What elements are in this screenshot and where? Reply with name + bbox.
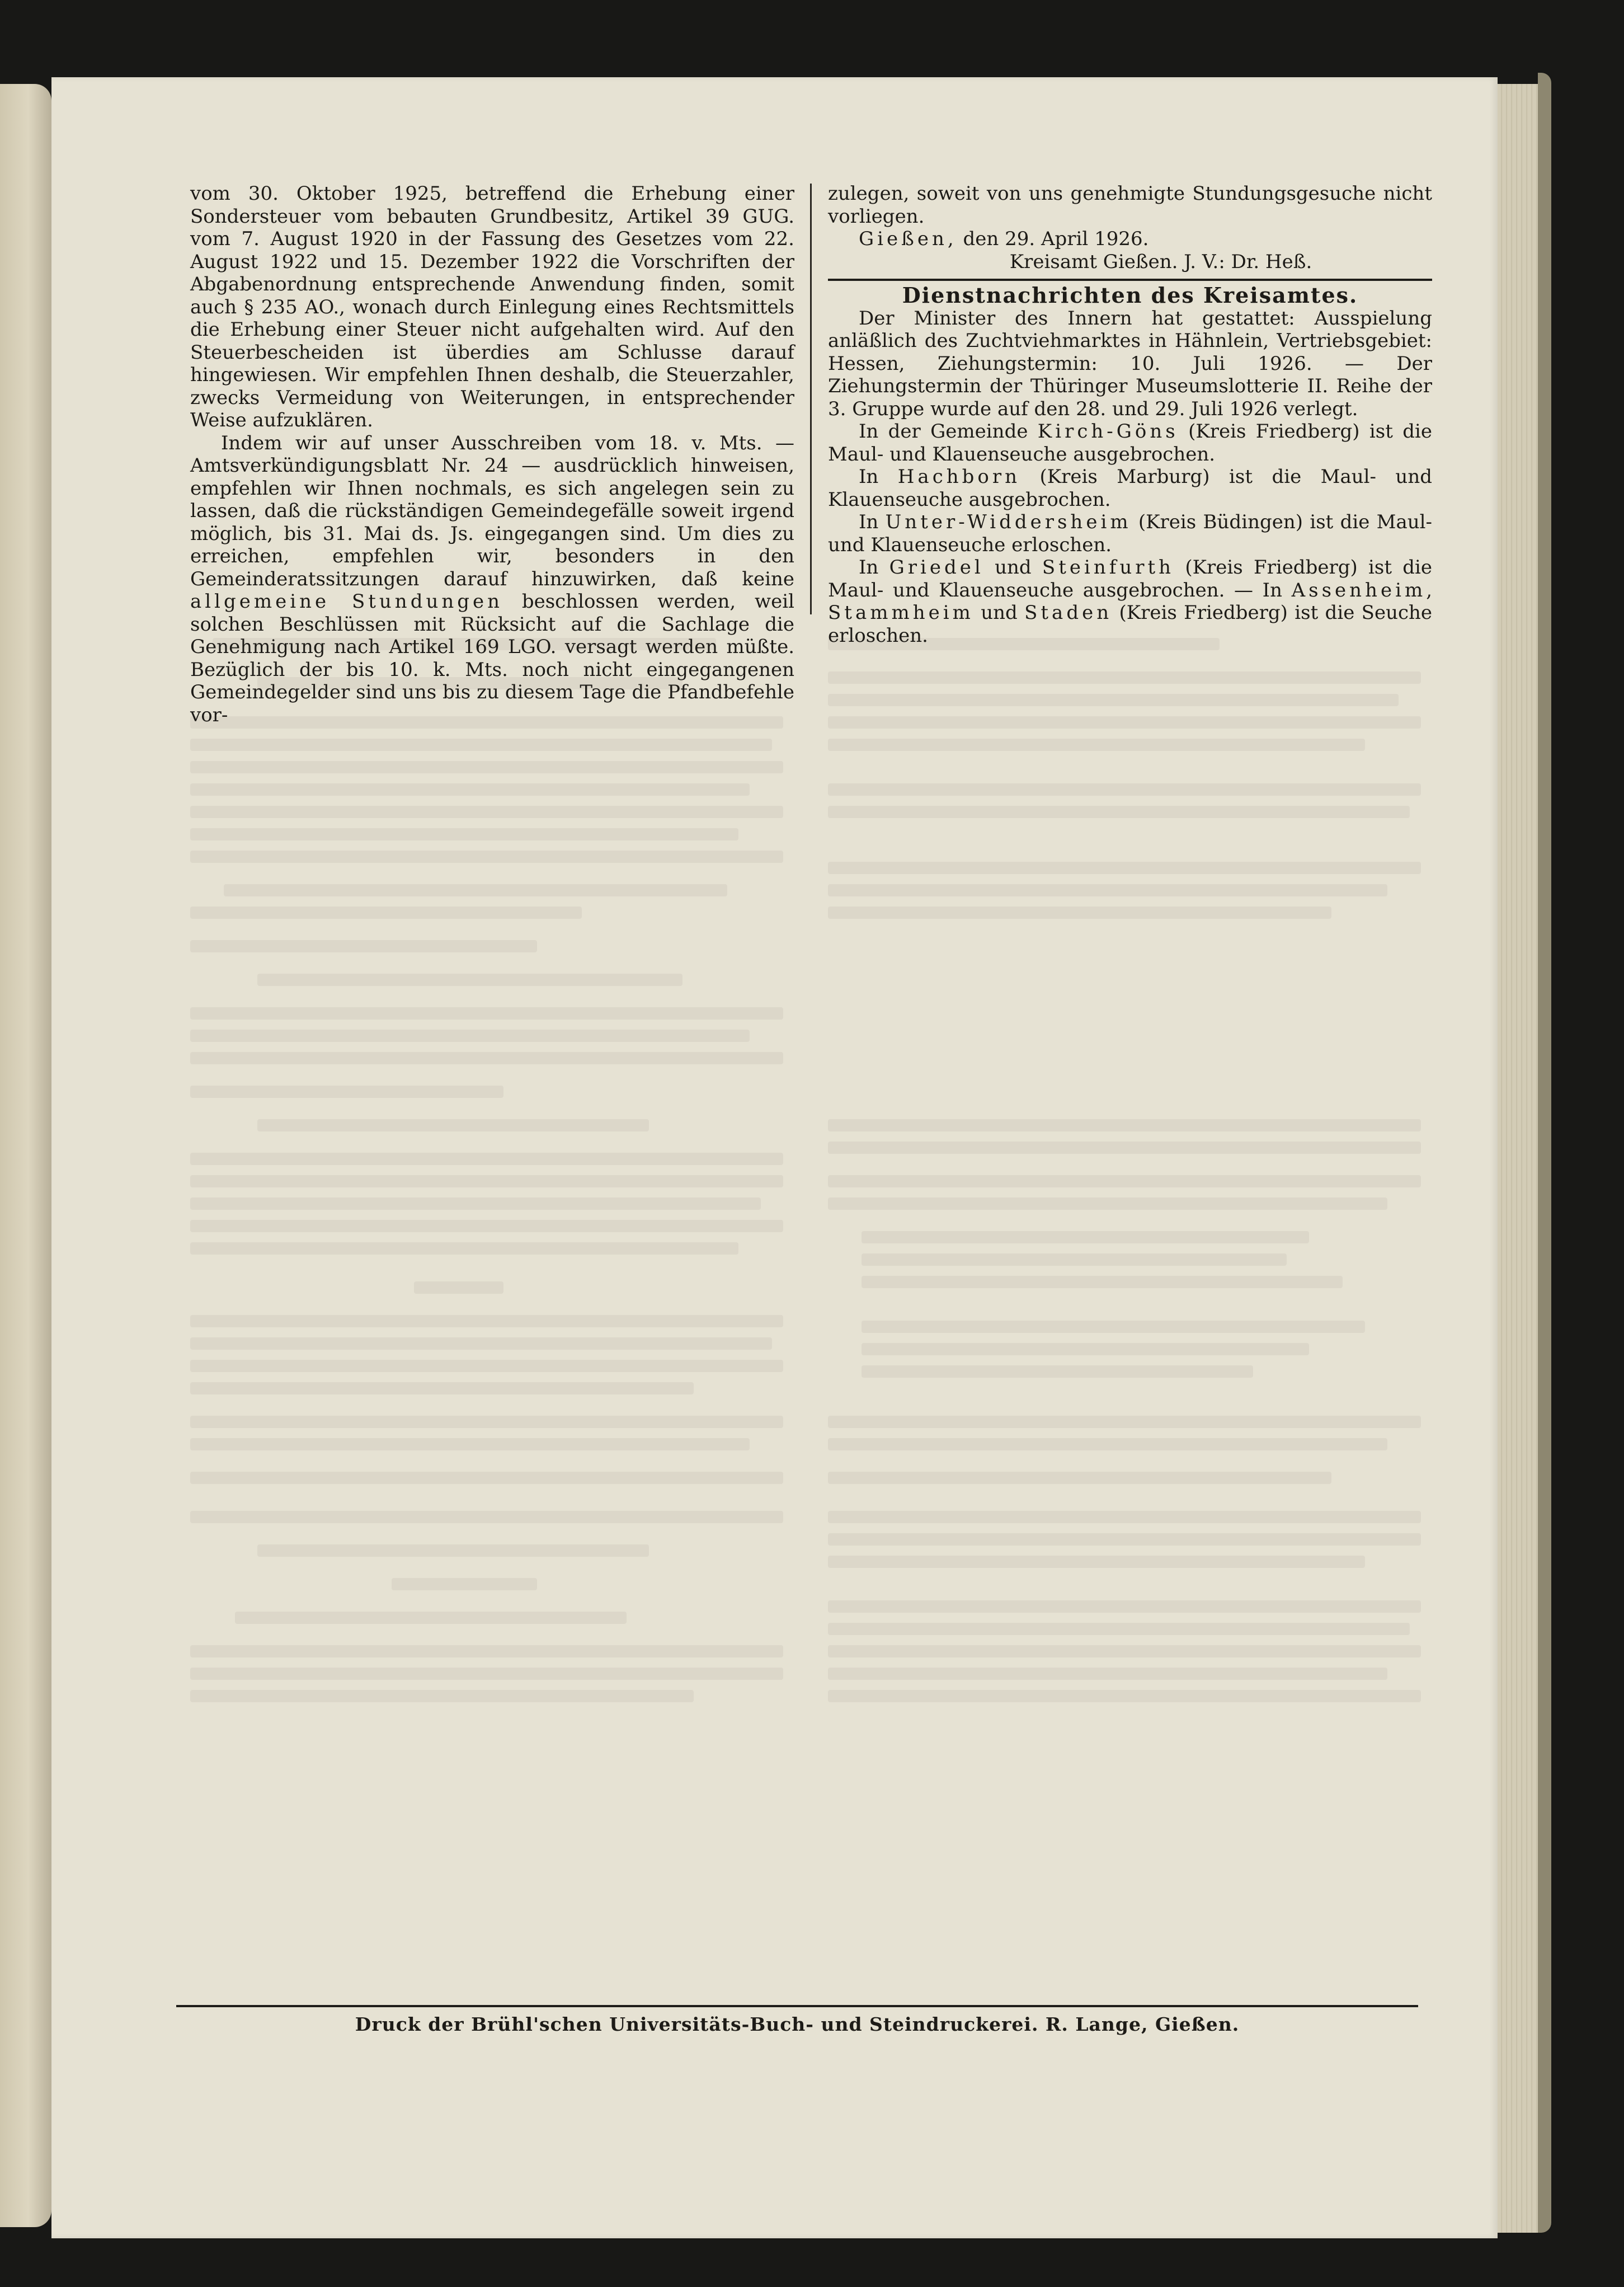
notice-text: (Kreis Friedberg) ist die Maul- und Klauenseuche ausgebrochen. xyxy=(828,420,1432,466)
left-column xyxy=(190,182,794,726)
column-divider xyxy=(810,184,812,614)
place-hachborn: Hachborn xyxy=(897,466,1021,488)
footer-rule xyxy=(176,2005,1418,2007)
spaced-emphasis: allgemeine Stundungen xyxy=(190,590,503,613)
left-page-edge xyxy=(0,84,51,2227)
paragraph-stundungen-part2: beschlossen werden, weil solchen Beschlüssen mit Rücksicht auf die Sachlage die Genehmigung nach Artikel 169 LGO. versagt werden müßte. Bezüglich der bis 10. k. Mts. noch nicht eingegangenen Gemeindegelder sind uns bis zu diesem Tage die Pfandbefehle vor- xyxy=(190,590,794,726)
place-kirch-goens: Kirch-Göns xyxy=(1037,420,1179,443)
notice-text: In xyxy=(859,511,879,533)
section-heading: Dienstnachrichten des Kreisamtes. xyxy=(902,283,1358,308)
notice-text: In xyxy=(859,556,879,579)
place-assenheim: Assenheim xyxy=(1291,579,1427,602)
notice-text: und xyxy=(995,556,1032,579)
date-text: den 29. April 1926. xyxy=(963,228,1149,250)
notice-unter-widdersheim xyxy=(828,511,1432,556)
notice-text: (Kreis Friedberg) ist die Maul- und Klauenseuche ausgebrochen. — In xyxy=(828,556,1433,602)
section-rule xyxy=(828,279,1432,281)
bleed-through-text xyxy=(190,616,1432,1987)
page-stack-edges xyxy=(1498,84,1538,2233)
notice-text: und xyxy=(981,602,1018,624)
notice-griedel-steinfurth: In Griedel und Steinfurth (Kreis Friedberg) ist die Maul- und Klauenseuche ausgebrochen. — In Assenheim, Stammheim und Staden (Kreis Friedberg) ist die Seuche erloschen. xyxy=(828,556,1433,647)
paragraph-sondersteuer: vom 30. Oktober 1925, betreffend die Erhebung einer Sondersteuer vom bebauten Grundbesitz, Artikel 39 GUG. vom 7. August 1920 in der Fassung des Gesetzes vom 22. August 1922 und 15. Dezember 1922 die Vorschriften der Abgabenordnung entsprechende Anwendung finden, somit auch § 235 AO., wonach durch Einlegung eines Rechtsmittels die Erhebung einer Steuer nicht aufgehalten wird. Auf den Steuerbescheiden ist überdies am Schlusse darauf hingewiesen. Wir empfehlen Ihnen deshalb, die Steuerzahler, zwecks Vermeidung von Weiterungen, in entsprechender Weise aufzuklären. xyxy=(190,182,794,431)
place-stammheim: Stammheim xyxy=(828,602,974,624)
notice-hachborn xyxy=(828,466,1432,511)
continuation-text: zulegen, soweit von uns genehmigte Stundungsgesuche nicht vorliegen. xyxy=(828,182,1432,228)
place-name: Gießen, xyxy=(859,228,957,250)
notice-text: (Kreis Friedberg) ist die Seuche erloschen. xyxy=(828,602,1433,647)
paragraph-stundungen-part1: Indem wir auf unser Ausschreiben vom 18. v. Mts. — Amtsverkündigungsblatt Nr. 24 — ausdrücklich hinweisen, empfehlen wir Ihnen nochmals, es sich angelegen sein zu lassen, daß die rückständigen Gemeindegefälle soweit irgend möglich, bis 31. Mai ds. Js. eingegangen sind. Um dies zu erreichen, empfehlen wir, besonders in den Gemeinderatssitzungen darauf hinzuwirken, daß keine xyxy=(190,431,794,590)
notice-kirch-goens xyxy=(828,420,1432,466)
place-staden: Staden xyxy=(1024,602,1113,624)
place-unter-widdersheim: Unter-Widdersheim xyxy=(885,511,1132,533)
printer-imprint: Druck der Brühl'schen Universitäts-Buch- und Steindruckerei. R. Lange, Gießen. xyxy=(355,2013,1240,2035)
notice-text: In der Gemeinde xyxy=(859,420,1028,443)
place-griedel: Griedel xyxy=(889,556,984,579)
book-binding xyxy=(1538,73,1551,2233)
place-steinfurth: Steinfurth xyxy=(1042,556,1175,579)
notice-text: (Kreis Büdingen) ist die Maul- und Klauenseuche erloschen. xyxy=(828,511,1433,556)
paragraph-stundungen xyxy=(190,432,794,727)
date-line xyxy=(828,228,1432,251)
right-column xyxy=(828,182,1432,647)
notice-text: In xyxy=(859,466,879,488)
signature-line: Kreisamt Gießen. J. V.: Dr. Heß. xyxy=(1009,250,1312,273)
notice-lottery: Der Minister des Innern hat gestattet: Ausspielung anläßlich des Zuchtviehmarktes in Hähnlein, Vertriebsgebiet: Hessen, Ziehungstermin: 10. Juli 1926. — Der Ziehungstermin der Thüringer Museumslotterie II. Reihe der 3. Gruppe wurde auf den 28. und 29. Juli 1926 verlegt. xyxy=(828,307,1432,420)
notice-text: (Kreis Marburg) ist die Maul- und Klauenseuche ausgebrochen. xyxy=(828,466,1432,511)
